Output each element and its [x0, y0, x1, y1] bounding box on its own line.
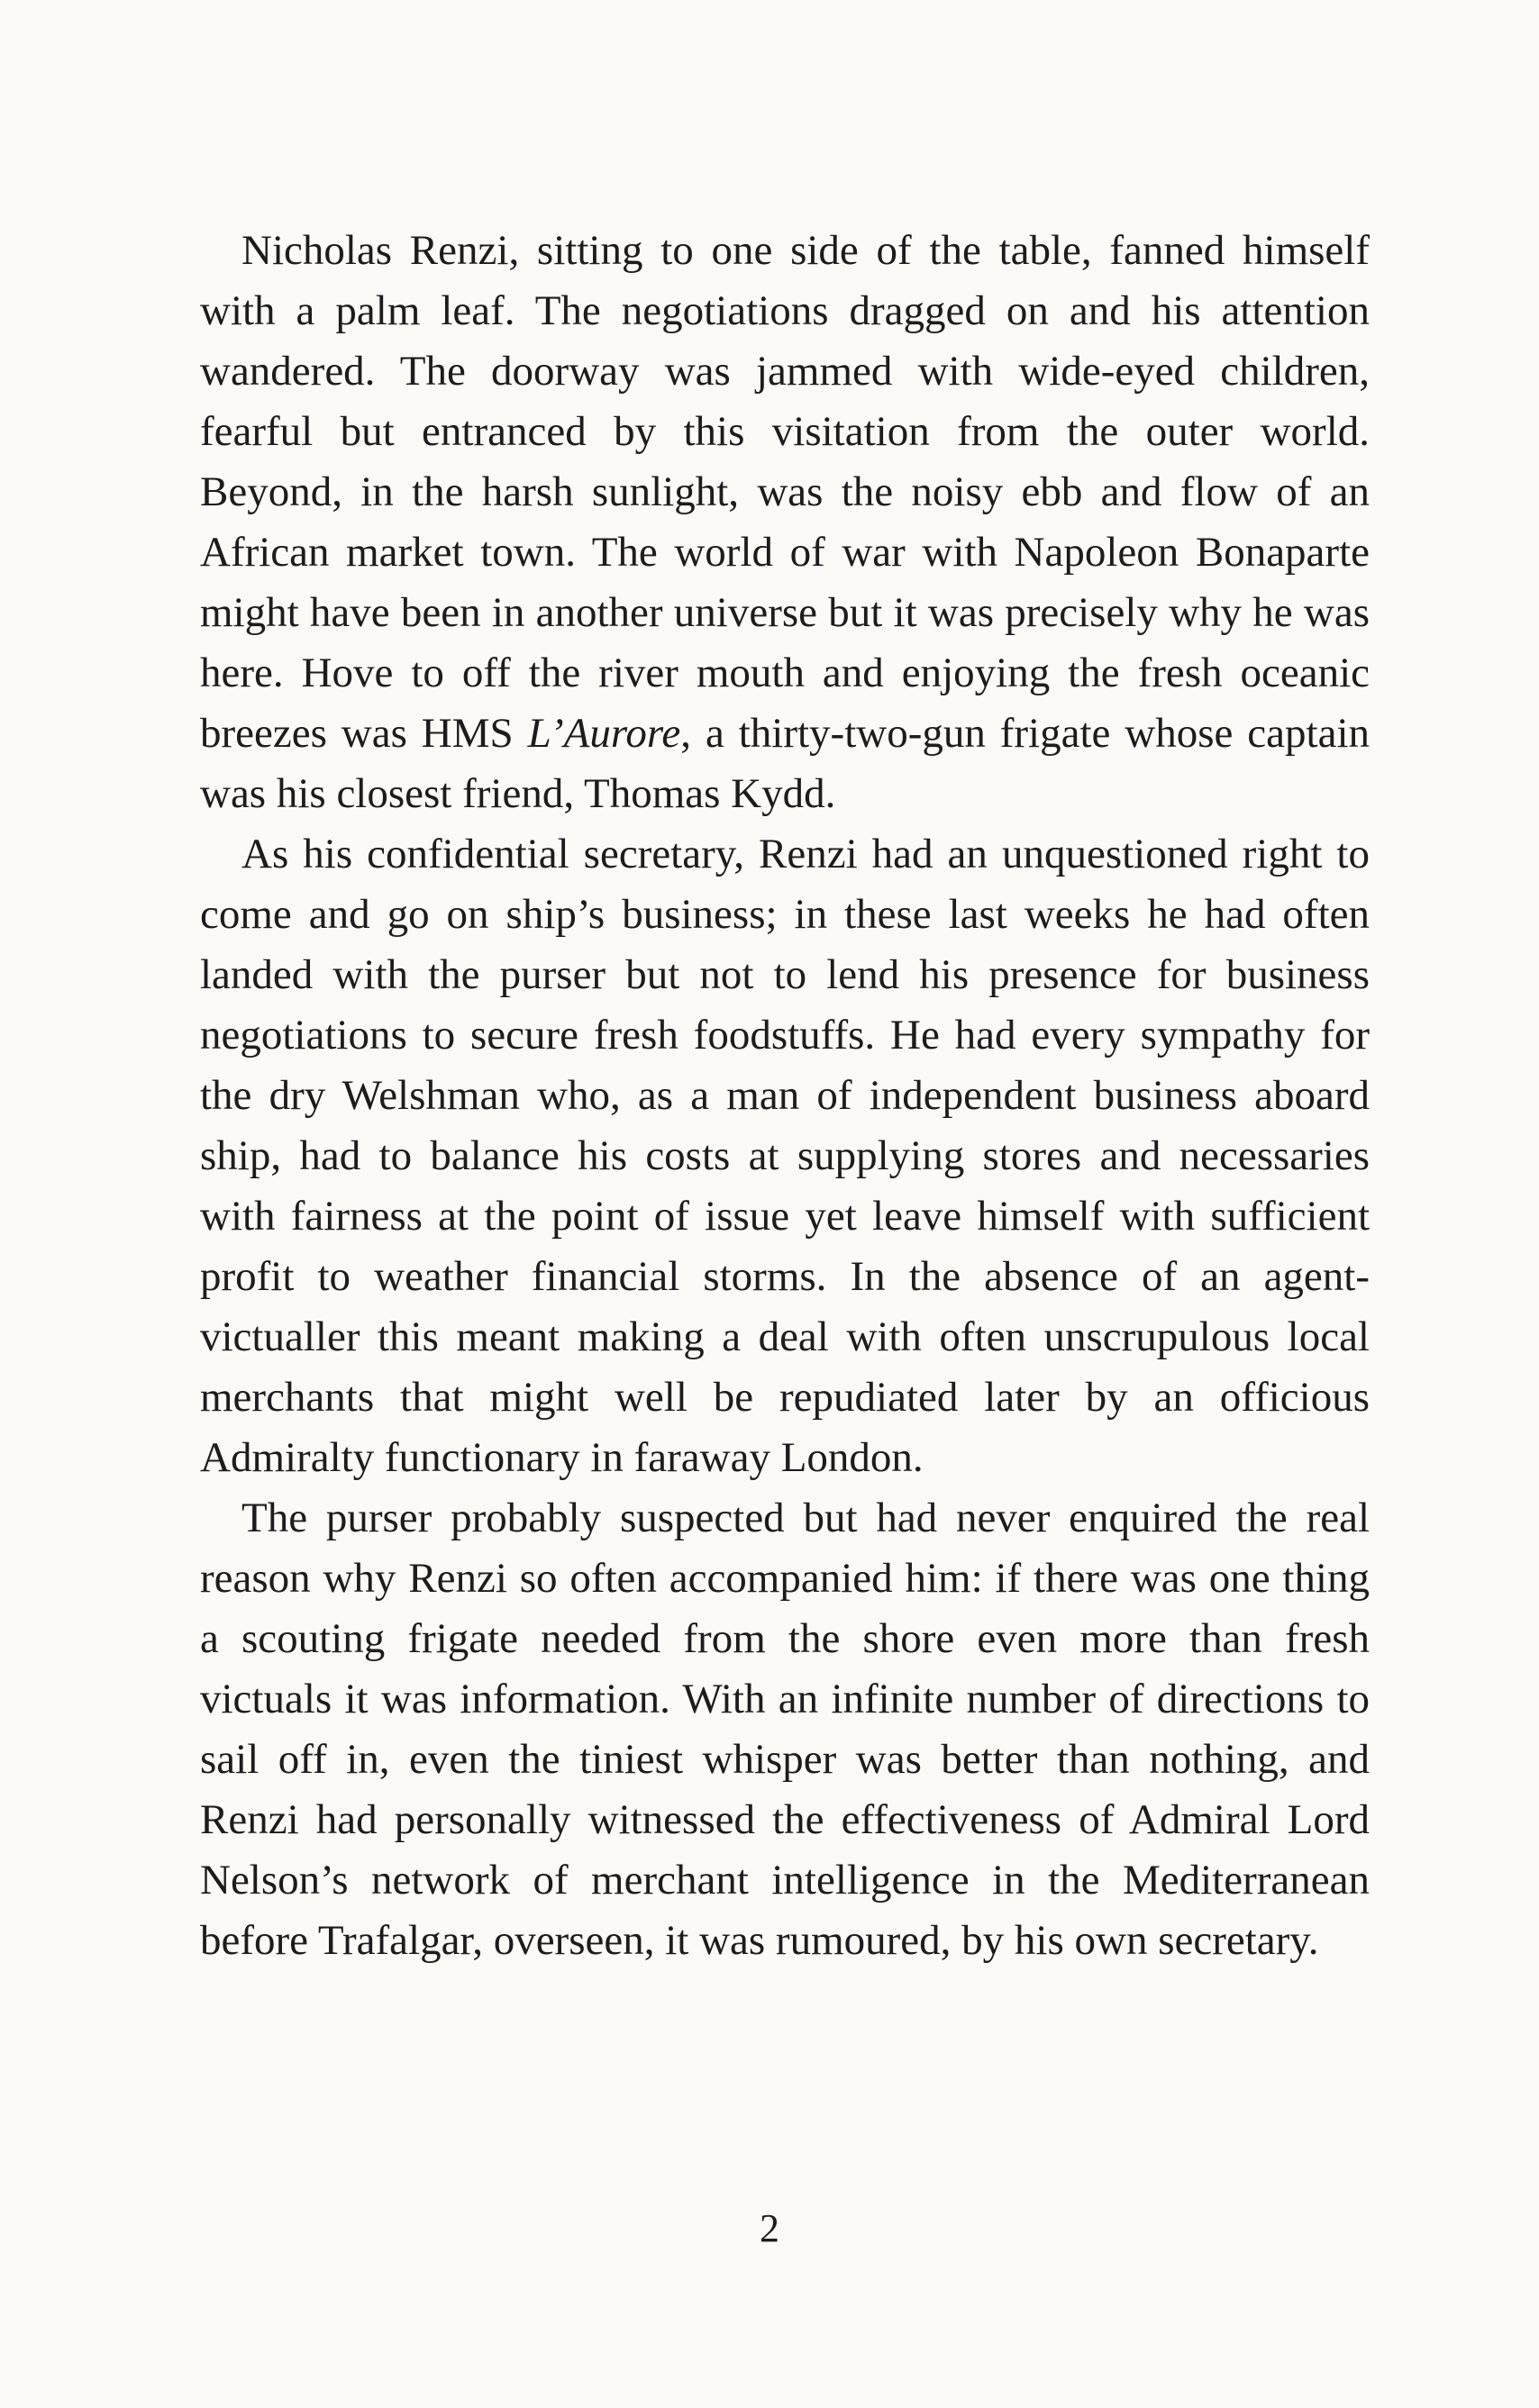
- ship-name: L’Aurore: [527, 710, 681, 757]
- paragraph-1-text-end: , a thirty-two-gun frigate whose captain was his closest friend, Thomas Kydd.: [200, 710, 1370, 817]
- paragraph-1-text: Nicholas Renzi, sitting to one side of the table, fanned himself with a palm leaf. The negotiations dragged on and his attention wandered. The doorway was jammed with wide-eyed children, fearful but entranced by this visitation from the outer world. Beyond, in the harsh sunlight, was the noisy ebb and flow of an African market town. The world of war with Napoleon Bonaparte might have been in another universe but it was precisely why he was here. Hove to off the river mouth and enjoying the fresh oceanic breezes was HMS: [200, 227, 1370, 757]
- paragraph-3: The purser probably suspected but had never enquired the real reason why Renzi so often accompanied him: if there was one thing a scouting frigate needed from the shore even more than fresh victuals it was information. With an infinite number of directions to sail off in, even the tiniest whisper was better than nothing, and Renzi had personally witnessed the effectiveness of Admiral Lord Nelson’s network of merchant intelligence in the Mediterranean before Trafalgar, overseen, it was rumoured, by his own secretary.: [200, 1495, 1370, 1964]
- page-number: 2: [760, 2206, 779, 2250]
- paragraph-2: As his confidential secretary, Renzi had an unquestioned right to come and go on ship’s business; in these last weeks he had often landed with the purser but not to lend his presence for business negotiations to secure fresh foodstuffs. He had every sympathy for the dry Welshman who, as a man of independent business aboard ship, had to balance his costs at supplying stores and necessaries with fairness at the point of issue yet leave himself with sufficient profit to weather financial storms. In the absence of an agent-victualler this meant making a deal with often unscrupulous local merchants that might well be repudiated later by an officious Admiralty functionary in faraway London.: [200, 831, 1370, 1481]
- body-text: [200, 221, 1370, 1971]
- paragraph-1: [200, 221, 1370, 824]
